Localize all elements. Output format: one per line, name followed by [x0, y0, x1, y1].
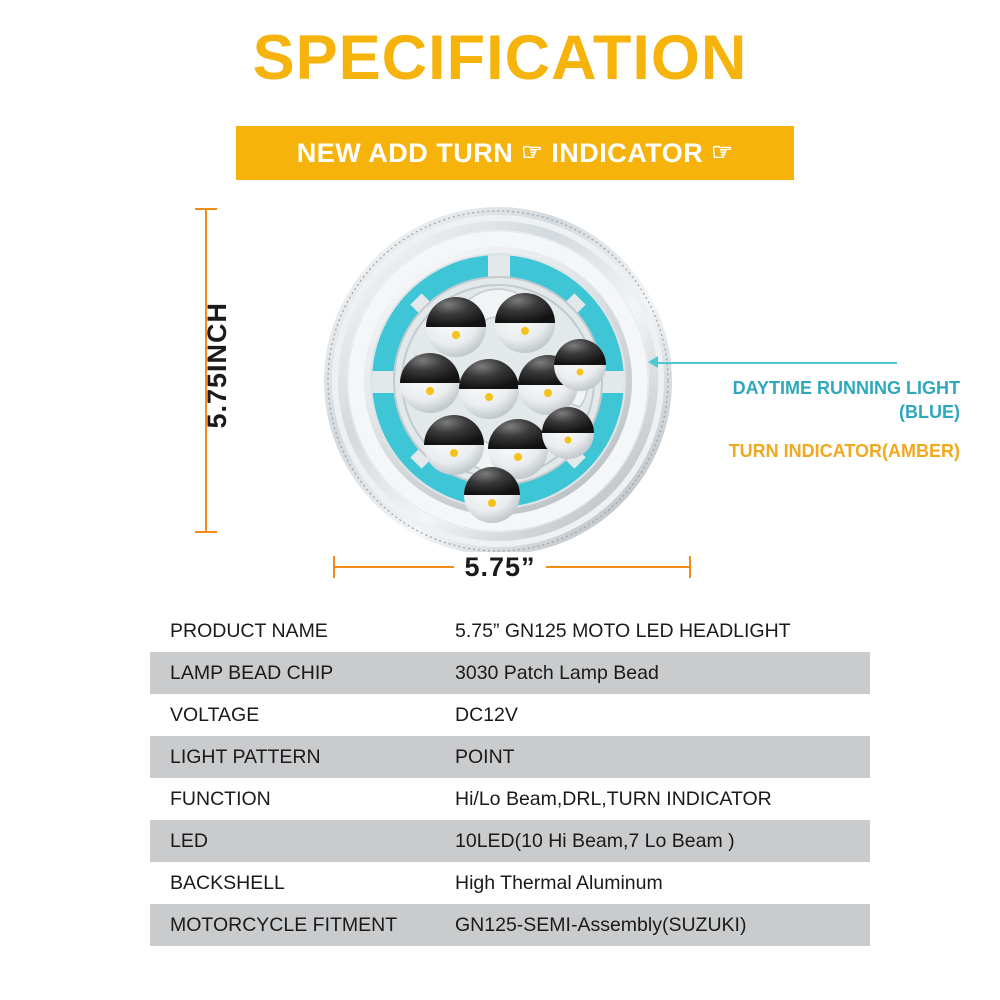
spec-value: 10LED(10 Hi Beam,7 Lo Beam ) — [435, 820, 870, 862]
spec-key: FUNCTION — [150, 778, 435, 820]
callout-turn-indicator: TURN INDICATOR(AMBER) — [728, 440, 960, 461]
spec-key: PRODUCT NAME — [150, 610, 435, 652]
table-row — [150, 904, 870, 946]
spec-value: GN125-SEMI-Assembly(SUZUKI) — [435, 904, 870, 946]
spec-value: Hi/Lo Beam,DRL,TURN INDICATOR — [435, 778, 870, 820]
page-title: SPECIFICATION — [252, 23, 748, 93]
table-row — [150, 610, 870, 652]
spec-key: MOTORCYCLE FITMENT — [150, 904, 435, 946]
dimension-height-label: 5.75INCH — [202, 302, 232, 429]
specification-table — [150, 610, 870, 946]
callout-leader-line — [652, 362, 897, 364]
table-row — [150, 736, 870, 778]
table-row — [150, 778, 870, 820]
spec-value: DC12V — [435, 694, 870, 736]
spec-value: High Thermal Aluminum — [435, 862, 870, 904]
spec-key: BACKSHELL — [150, 862, 435, 904]
table-row — [150, 652, 870, 694]
product-image — [322, 205, 674, 557]
dimension-width-label-wrap — [0, 552, 1000, 583]
callout-labels — [640, 376, 960, 463]
spec-key: LED — [150, 820, 435, 862]
spec-value: 3030 Patch Lamp Bead — [435, 652, 870, 694]
callout-drl-line2: (BLUE) — [899, 402, 960, 423]
callout-drl-line1: DAYTIME RUNNING LIGHT — [732, 378, 960, 398]
spec-key: VOLTAGE — [150, 694, 435, 736]
dimension-width-label: 5.75” — [454, 552, 545, 582]
spec-key: LAMP BEAD CHIP — [150, 652, 435, 694]
subtitle-banner — [236, 126, 794, 180]
table-row — [150, 862, 870, 904]
spec-value: POINT — [435, 736, 870, 778]
spec-key: LIGHT PATTERN — [150, 736, 435, 778]
subtitle-text-after: INDICATOR — [551, 137, 704, 168]
dimension-height-cap-bottom — [195, 531, 217, 533]
pointing-hand-icon-left: ☞ — [521, 139, 544, 166]
pointing-hand-icon-right: ☞ — [711, 139, 734, 166]
table-row — [150, 694, 870, 736]
subtitle-text-before: NEW ADD TURN — [296, 137, 514, 168]
table-row — [150, 820, 870, 862]
led-headlight-svg — [322, 205, 674, 557]
spec-value: 5.75” GN125 MOTO LED HEADLIGHT — [435, 610, 870, 652]
